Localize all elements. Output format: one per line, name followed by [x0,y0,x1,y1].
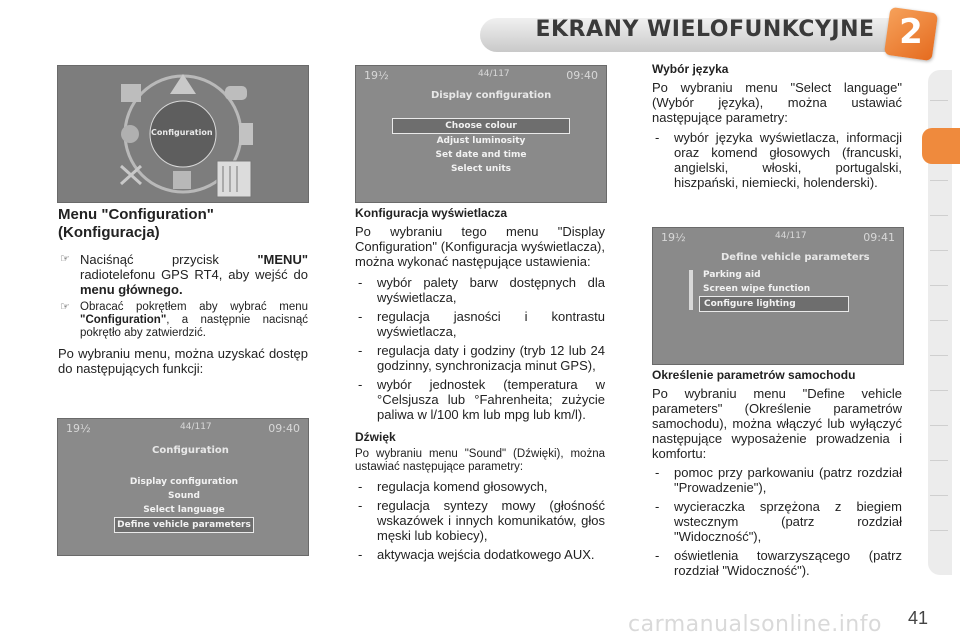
list-item: - regulacja daty i godziny (tryb 12 lub 24 godzinny, synchronizacja minut GPS), [355,343,605,373]
list [652,130,902,190]
text-span: Naciśnąć przycisk [80,252,258,267]
list-item: - regulacja komend głosowych, [355,479,605,494]
section-heading: Menu "Configuration" (Konfiguracja) [58,206,214,241]
pointer-icon: ☞ [60,253,70,265]
list [355,479,605,562]
status-mid: 44/117 [180,422,212,432]
screen-menu-item: Choose colour [392,118,570,134]
tab-divider [930,285,948,286]
section-heading: Określenie parametrów samochodu [652,368,856,382]
screen-menu-item: Adjust luminosity [436,136,526,146]
paragraph: Po wybraniu menu "Define vehicle parameters" (Określenie parametrów samochodu), można włączyć lub wyłączyć następujące wyposażenie prowadzenia i komfortu: [652,386,902,461]
paragraph: Po wybraniu menu "Select language" (Wybór języka), można ustawiać następujące parametry: [652,80,902,125]
list-item: - pomoc przy parkowaniu (patrz rozdział "Prowadzenie"), [652,465,902,495]
screen-title: Define vehicle parameters [721,252,870,263]
screen-menu [392,118,570,176]
screen-menu-item: Select language [143,505,225,515]
tab-divider [930,180,948,181]
clock: 09:41 [863,231,895,244]
tab-divider [930,390,948,391]
tab-divider [930,425,948,426]
text-span: Obracać pokrętłem aby wybrać menu [80,301,308,313]
screen-menu-item: Select units [450,164,512,174]
screen-menu-item: Configure lighting [699,296,849,312]
tab-divider [930,495,948,496]
col3-top-text [652,62,902,194]
watermark: carmanualsonline.info [628,612,882,637]
configuration-screenshot [57,418,309,556]
config-menu-center-label: Configuration [151,128,213,137]
status-left: 19½ [66,422,91,435]
list-item: - wycieraczka sprzężona z biegiem wstecznym (patrz rozdział "Widoczność"), [652,499,902,544]
vehicle-params-screenshot [652,227,904,365]
list-item: - wybór jednostek (temperatura w °Celsjusza lub °Fahrenheita; zużycie paliwa w l/100 km lub mpg lub km/l). [355,377,605,422]
config-menu-screenshot [57,65,309,203]
list-item: - regulacja jasności i kontrastu wyświetlacza, [355,309,605,339]
menu-key-label: "MENU" [257,252,308,267]
chapter-number: 2 [899,12,923,52]
screen-menu [699,268,849,312]
screen-menu-item: Sound [168,491,200,501]
tab-divider [930,100,948,101]
screen-menu-item: Define vehicle parameters [114,517,254,533]
page-title: EKRANY WIELOFUNKCYJNE [535,17,875,42]
tab-divider [930,355,948,356]
clock: 09:40 [566,69,598,82]
status-left: 19½ [661,231,686,244]
clock: 09:40 [268,422,300,435]
list-item: - wybór języka wyświetlacza, informacji oraz komend głosowych (francuski, angielski, włoski, portugalski, hiszpański, niemiecki, holenderski). [652,130,902,190]
screen-menu-item: Display configuration [129,477,239,487]
pointer-icon: ☞ [60,301,70,313]
text-span: , a następnie nacisnąć pokrętło aby zatwierdzić. [80,314,308,339]
tab-divider [930,250,948,251]
status-mid: 44/117 [775,231,807,241]
paragraph: Po wybraniu menu "Sound" (Dźwięki), można ustawiać następujące parametry: [355,448,605,473]
col3-bottom-text [652,368,902,582]
tab-divider [930,320,948,321]
screen-title: Display configuration [431,90,552,101]
list [652,465,902,578]
screen-title: Configuration [152,445,229,456]
list [355,275,605,422]
screen-menu-item: Set date and time [435,150,527,160]
col2-text [355,206,605,566]
screen-menu-item: Screen wipe function [703,284,811,294]
paragraph: Po wybraniu tego menu "Display Configuration" (Konfiguracja wyświetlacza), można wykonać następujące ustawienia: [355,224,605,269]
list-item: - oświetlenia towarzyszącego (patrz rozdział "Widoczność"). [652,548,902,578]
screen-menu-item: Parking aid [703,270,761,280]
tab-divider [930,530,948,531]
status-left: 19½ [364,69,389,82]
section-heading: Wybór języka [652,62,729,76]
chapter-tab-active [922,128,960,164]
paragraph: Po wybraniu menu, można uzyskać dostęp do następujących funkcji: [58,346,308,376]
display-config-screenshot [355,65,607,203]
instruction-bullet [58,252,308,297]
section-heading: Konfiguracja wyświetlacza [355,206,508,220]
configuration-label: "Configuration" [80,314,167,326]
section-heading: Dźwięk [355,430,396,444]
scrollbar [689,270,693,310]
screen-menu [114,475,254,533]
status-mid: 44/117 [478,69,510,79]
text-span: radiotelefonu GPS RT4, aby wejść do [80,267,308,282]
list-item: - wybór palety barw dostępnych dla wyświetlacza, [355,275,605,305]
col1-text [58,206,308,376]
instruction-bullet [58,301,308,340]
list-item: - regulacja syntezy mowy (głośność wskazówek i innych komunikatów, głos męski lub kobiecy), [355,498,605,543]
list-item: - aktywacja wejścia dodatkowego AUX. [355,547,605,562]
tab-divider [930,215,948,216]
page-number: 41 [908,608,929,628]
tab-divider [930,460,948,461]
main-menu-label: menu głównego. [80,282,183,297]
